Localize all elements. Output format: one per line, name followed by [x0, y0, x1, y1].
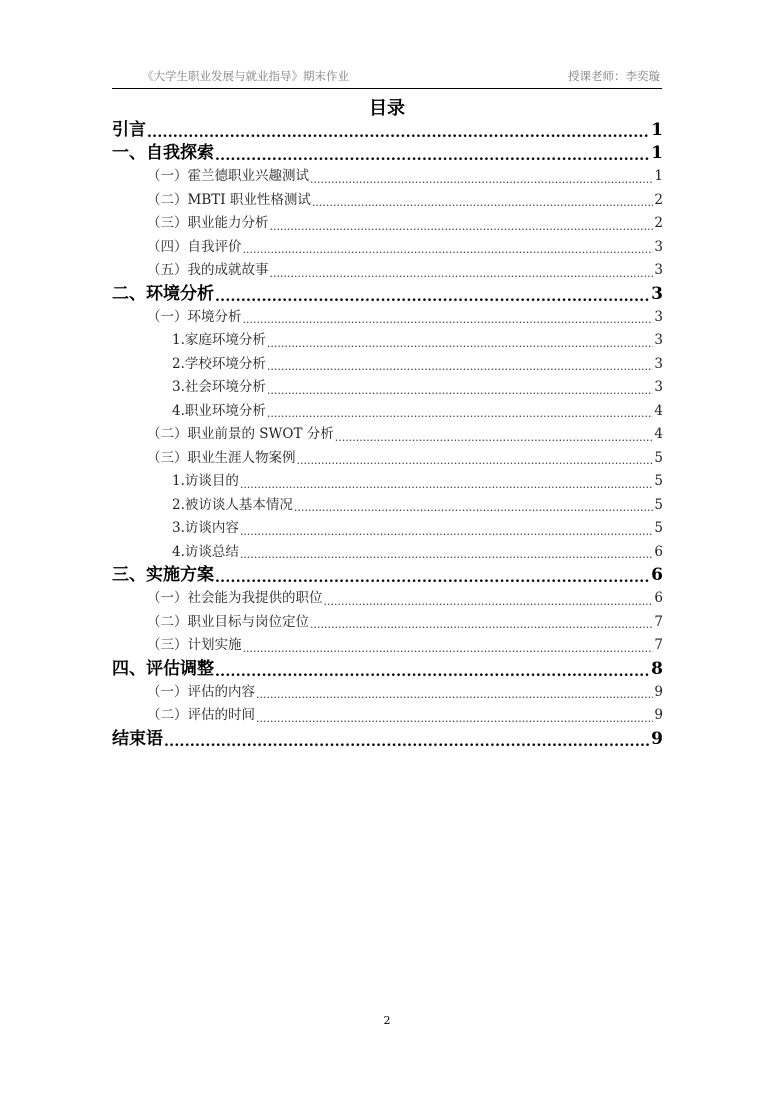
toc-entry[interactable]: [112, 634, 663, 658]
toc-leader-dots: [267, 382, 654, 400]
toc-entry-label: （三）职业生涯人物案例: [147, 449, 296, 466]
toc-leader-dots: [310, 171, 653, 189]
toc-entry-label: 二、环境分析: [112, 283, 214, 304]
toc-leader-dots: [270, 265, 654, 283]
toc-entry-page: 6: [651, 565, 663, 585]
toc-entry-label: （四）自我评价: [147, 238, 242, 255]
toc-entry-page: 2: [654, 191, 663, 208]
toc-entry[interactable]: [112, 259, 663, 283]
toc-entry-label: 引言: [112, 120, 146, 140]
toc-entry[interactable]: [112, 681, 663, 705]
toc-entry-label: 2.被访谈人基本情况: [172, 496, 293, 513]
toc-entry-page: 8: [651, 658, 663, 679]
table-of-contents: [112, 119, 663, 751]
toc-entry-label: 一、自我探索: [112, 143, 214, 163]
toc-leader-dots: [243, 311, 654, 329]
toc-leader-dots: [215, 663, 650, 681]
toc-leader-dots: [267, 405, 654, 423]
toc-entry[interactable]: [112, 165, 663, 189]
toc-entry[interactable]: [112, 447, 663, 471]
toc-entry-label: （一）霍兰德职业兴趣测试: [147, 168, 309, 184]
toc-entry-label: （二）MBTI 职业性格测试: [147, 191, 311, 208]
toc-entry-label: 四、评估调整: [112, 658, 214, 679]
toc-title: 目录: [369, 98, 405, 119]
toc-entry-label: 1.访谈目的: [172, 473, 239, 489]
toc-entry[interactable]: [112, 587, 663, 611]
toc-leader-dots: [256, 686, 653, 704]
toc-leader-dots: [256, 710, 653, 728]
toc-entry-label: 3.访谈内容: [172, 520, 239, 536]
toc-leader-dots: [240, 523, 654, 541]
toc-entry-page: 9: [654, 707, 663, 723]
toc-leader-dots: [270, 218, 654, 236]
header-course-title: 《大学生职业发展与就业指导》期末作业: [142, 69, 349, 83]
toc-entry-page: 1: [654, 168, 663, 184]
toc-entry[interactable]: [112, 564, 663, 587]
toc-entry-page: 6: [654, 543, 663, 560]
toc-entry-label: 4.职业环境分析: [172, 402, 266, 419]
toc-entry-label: （一）环境分析: [147, 308, 242, 325]
toc-entry[interactable]: [112, 189, 663, 213]
toc-entry-page: 3: [654, 379, 663, 395]
toc-entry-page: 6: [654, 590, 663, 606]
toc-entry-label: （五）我的成就故事: [147, 262, 269, 278]
toc-entry-page: 3: [651, 283, 663, 304]
toc-entry-page: 9: [654, 683, 663, 700]
toc-entry[interactable]: [112, 541, 663, 565]
toc-entry-page: 3: [654, 262, 663, 278]
toc-leader-dots: [243, 640, 654, 658]
toc-entry[interactable]: [112, 611, 663, 635]
toc-entry-page: 3: [654, 238, 663, 255]
page-header: [112, 66, 662, 89]
toc-leader-dots: [312, 194, 654, 212]
toc-entry-page: 5: [654, 496, 663, 513]
toc-entry[interactable]: [112, 119, 663, 142]
toc-entry-label: （二）评估的时间: [147, 707, 255, 723]
toc-leader-dots: [310, 616, 653, 634]
toc-entry-label: 2.学校环境分析: [172, 355, 266, 372]
toc-entry-label: 4.访谈总结: [172, 543, 239, 560]
toc-entry-page: 5: [654, 520, 663, 536]
toc-entry[interactable]: [112, 236, 663, 260]
toc-entry[interactable]: [112, 658, 663, 681]
toc-entry-label: （一）社会能为我提供的职位: [147, 590, 323, 606]
toc-entry-page: 7: [654, 613, 663, 630]
toc-entry[interactable]: [112, 212, 663, 236]
toc-leader-dots: [215, 569, 650, 587]
toc-leader-dots: [297, 452, 654, 470]
toc-entry[interactable]: [112, 470, 663, 494]
toc-entry-page: 4: [654, 402, 663, 419]
toc-entry[interactable]: [112, 704, 663, 728]
toc-leader-dots: [240, 546, 654, 564]
toc-leader-dots: [215, 147, 650, 165]
toc-entry-page: 7: [654, 637, 663, 653]
toc-entry-label: 3.社会环境分析: [172, 379, 266, 395]
toc-entry-label: （二）职业目标与岗位定位: [147, 613, 309, 630]
page-number: 2: [383, 1014, 391, 1027]
toc-leader-dots: [335, 429, 654, 447]
toc-entry-label: （一）评估的内容: [147, 683, 255, 700]
toc-entry[interactable]: [112, 142, 663, 165]
toc-entry[interactable]: [112, 329, 663, 353]
toc-leader-dots: [243, 241, 654, 259]
toc-entry-page: 3: [654, 308, 663, 325]
toc-entry-label: （三）计划实施: [147, 637, 242, 653]
toc-leader-dots: [324, 593, 654, 611]
toc-entry[interactable]: [112, 494, 663, 518]
toc-entry[interactable]: [112, 283, 663, 306]
toc-leader-dots: [164, 733, 650, 751]
toc-entry-label: 结束语: [112, 728, 163, 749]
toc-entry[interactable]: [112, 728, 663, 751]
toc-entry-page: 3: [654, 355, 663, 372]
toc-entry-page: 9: [651, 728, 663, 749]
toc-entry-page: 5: [654, 473, 663, 489]
toc-entry-page: 3: [654, 332, 663, 348]
toc-entry[interactable]: [112, 376, 663, 400]
toc-entry-page: 4: [654, 426, 663, 442]
toc-leader-dots: [240, 476, 654, 494]
toc-entry-label: （二）职业前景的 SWOT 分析: [147, 426, 334, 442]
toc-leader-dots: [294, 499, 654, 517]
toc-entry[interactable]: [112, 423, 663, 447]
toc-leader-dots: [267, 335, 654, 353]
toc-entry-page: 1: [651, 120, 663, 140]
toc-leader-dots: [267, 358, 654, 376]
toc-leader-dots: [147, 124, 650, 142]
toc-entry-page: 1: [651, 143, 663, 163]
header-teacher: 授课老师：李奕璇: [568, 69, 660, 83]
toc-entry[interactable]: [112, 517, 663, 541]
toc-entry-label: （三）职业能力分析: [147, 215, 269, 231]
toc-leader-dots: [215, 288, 650, 306]
toc-entry-label: 三、实施方案: [112, 565, 214, 585]
toc-entry[interactable]: [112, 400, 663, 424]
toc-entry-label: 1.家庭环境分析: [172, 332, 266, 348]
toc-entry-page: 5: [654, 449, 663, 466]
toc-entry-page: 2: [654, 215, 663, 231]
toc-entry[interactable]: [112, 353, 663, 377]
toc-entry[interactable]: [112, 306, 663, 330]
